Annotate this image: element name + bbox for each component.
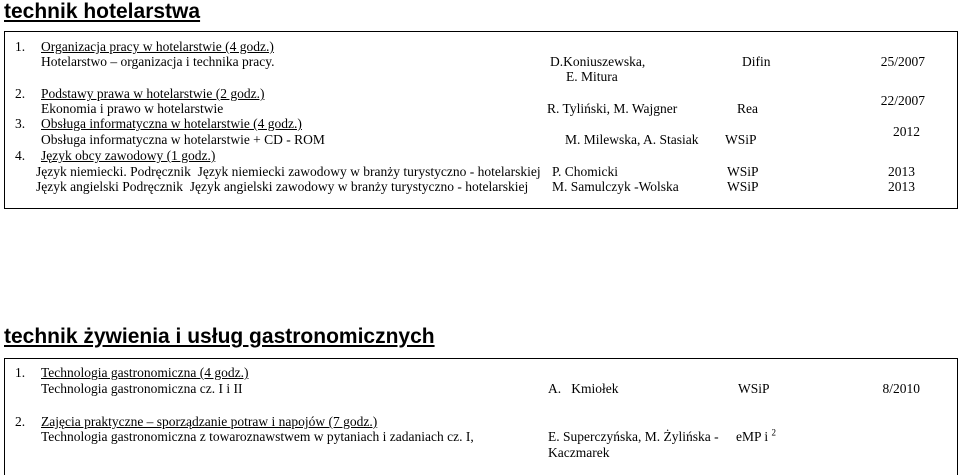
book-author: M. Milewska, A. Stasiak [565,132,699,147]
book-author: M. Samulczyk -Wolska [552,179,679,194]
book-author: E. Superczyńska, M. Żylińska - [548,429,719,444]
module-title: Język obcy zawodowy (1 godz.) [41,148,216,163]
book-title: Technologia gastronomiczna cz. I i II [41,381,243,396]
section-title: technik hotelarstwa [4,0,201,23]
course-table [4,358,958,475]
book-author-cont: Kaczmarek [548,445,610,460]
section-title: technik żywienia i usług gastronomicznych [4,325,435,348]
book-author: P. Chomicki [552,164,619,179]
book-year: 25/2007 [880,54,925,69]
book-year: 2012 [893,124,920,139]
course-table [4,31,958,209]
item-number: 3. [15,116,26,131]
module-title: Podstawy prawa w hotelarstwie (2 godz.) [41,86,265,101]
book-year: 22/2007 [880,93,925,108]
item-number: 1. [15,365,26,380]
book-year: 8/2010 [882,381,920,396]
book-author: D.Koniuszewska, [550,54,646,69]
book-publisher: WSiP [725,132,757,147]
book-title: Hotelarstwo – organizacja i technika pracy. [41,54,275,69]
book-title: Obsługa informatyczna w hotelarstwie + CD - ROM [41,132,325,147]
module-title: Zajęcia praktyczne – sporządzanie potraw i napojów (7 godz.) [41,414,378,429]
book-publisher: WSiP [727,179,759,194]
item-number: 2. [15,414,26,429]
item-number: 4. [15,148,26,163]
module-title: Technologia gastronomiczna (4 godz.) [41,365,249,380]
item-number: 1. [15,39,26,54]
book-title: Język niemiecki. Podręcznik Język niemiecki zawodowy w branży turystyczno - hotelarskiej [36,164,541,179]
book-title: Język angielski Podręcznik Język angielski zawodowy w branży turystyczno - hotelarskiej [36,179,529,194]
item-number: 2. [15,86,26,101]
book-year: 2013 [888,164,915,179]
book-title: Technologia gastronomiczna z towaroznawstwem w pytaniach i zadaniach cz. I, [41,429,474,444]
book-publisher: WSiP [727,164,759,179]
book-publisher: Difin [742,54,771,69]
module-title: Obsługa informatyczna w hotelarstwie (4 godz.) [41,116,302,131]
book-author: A. Kmiołek [548,381,619,396]
book-publisher: eMP i $^2$ [736,427,777,444]
book-publisher: Rea [737,101,758,116]
book-author-cont: E. Mitura [566,69,618,84]
module-title: Organizacja pracy w hotelarstwie (4 godz.) [41,39,274,54]
book-year: 2013 [888,179,915,194]
book-title: Ekonomia i prawo w hotelarstwie [41,101,224,116]
book-author: R. Tyliński, M. Wajgner [547,101,678,116]
book-publisher: WSiP [738,381,770,396]
